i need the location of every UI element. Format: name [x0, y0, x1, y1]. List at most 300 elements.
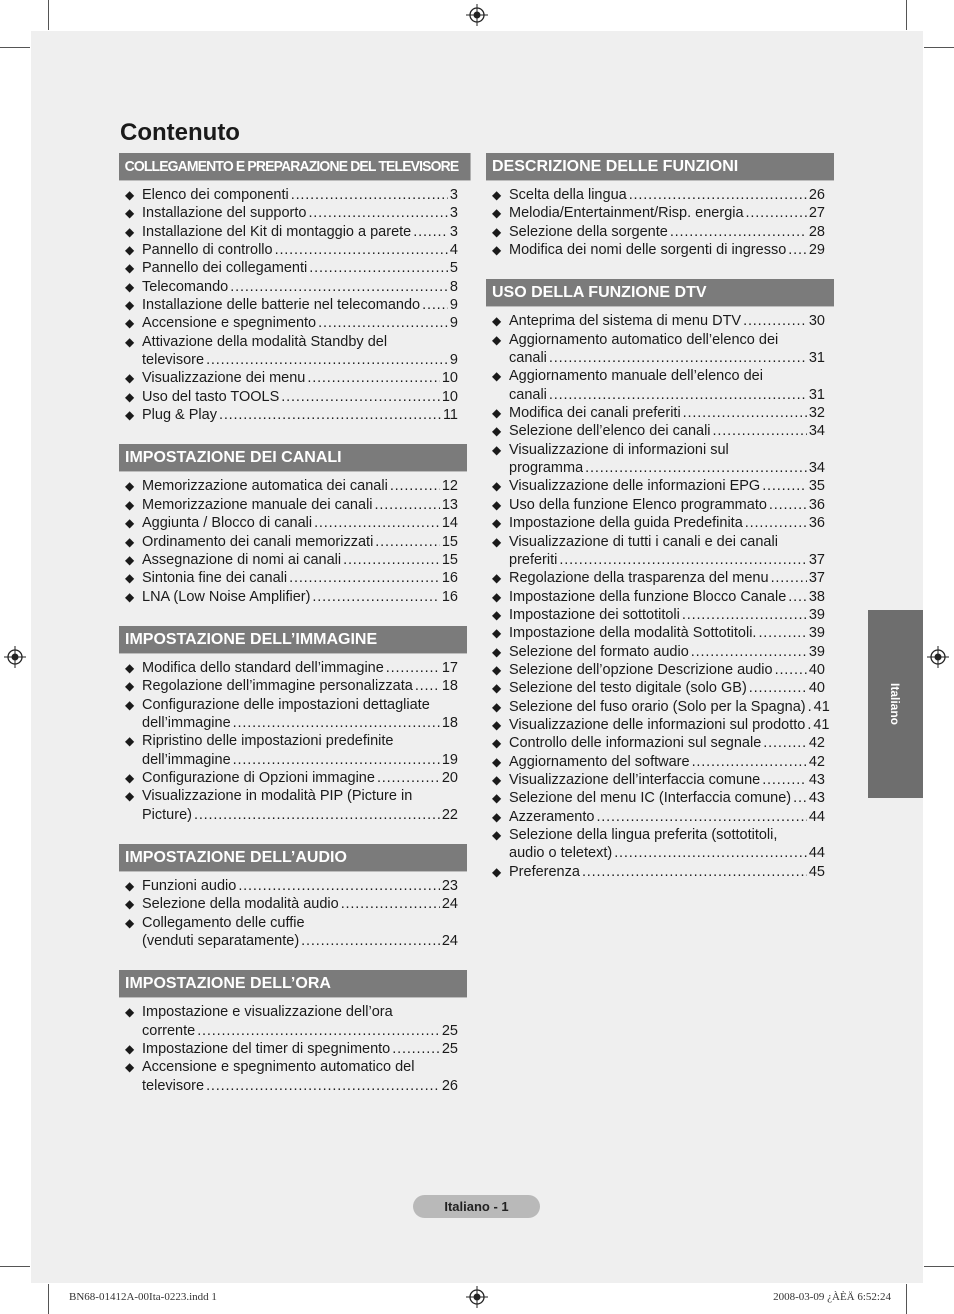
diamond-bullet-icon: ◆: [492, 534, 502, 549]
toc-entry-last-line: [142, 1022, 458, 1040]
toc-entry[interactable]: [492, 679, 825, 697]
diamond-bullet-icon: ◆: [125, 552, 135, 567]
toc-entry-list: [119, 1003, 467, 1095]
toc-entry-text: [142, 296, 458, 314]
diamond-bullet-icon: ◆: [125, 1042, 135, 1057]
toc-entry-text: [509, 496, 825, 514]
toc-entry-last-line: [509, 734, 825, 752]
toc-entry-title: Impostazione della modalità Sottotitoli.: [509, 625, 757, 642]
crop-mark: [0, 1266, 30, 1267]
dot-leader: [808, 698, 812, 716]
toc-entry[interactable]: [125, 895, 458, 913]
page-number: 27: [808, 205, 825, 222]
page-number: 44: [808, 808, 825, 825]
dot-leader: [713, 422, 807, 440]
diamond-bullet-icon: ◆: [492, 626, 502, 641]
page-number: 29: [808, 242, 825, 259]
toc-entry[interactable]: [125, 204, 458, 222]
page-number: 18: [441, 714, 458, 731]
toc-entry-text: [509, 624, 825, 642]
toc-entry-text: [142, 551, 458, 569]
toc-entry-text: [509, 643, 825, 661]
toc-entry-text: [509, 716, 830, 734]
toc-entry-line: Accensione e spegnimento automatico del: [142, 1059, 415, 1076]
dot-leader: [275, 241, 448, 259]
toc-entry-list: [486, 312, 834, 881]
toc-entry-last-line: [509, 223, 825, 241]
toc-entry[interactable]: [492, 533, 825, 570]
diamond-bullet-icon: ◆: [492, 424, 502, 439]
toc-entry-line: Visualizzazione di tutti i canali e dei canali: [509, 533, 778, 550]
toc-entry[interactable]: [125, 1040, 458, 1058]
toc-entry-text: [509, 808, 825, 826]
toc-entry[interactable]: [125, 732, 458, 769]
page-number: 40: [808, 680, 825, 697]
dot-leader: [793, 789, 807, 807]
toc-entry[interactable]: [125, 333, 458, 370]
toc-entry-line: Configurazione delle impostazioni dettagliate: [142, 696, 430, 713]
toc-entry-text: [509, 661, 825, 679]
diamond-bullet-icon: ◆: [125, 261, 135, 276]
toc-entry[interactable]: [125, 696, 458, 733]
toc-entry-title: Installazione delle batterie nel telecomando: [142, 297, 421, 314]
toc-entry-text: [142, 406, 458, 424]
page-title: Contenuto: [120, 119, 240, 146]
crop-mark: [924, 47, 954, 48]
toc-entry[interactable]: [492, 789, 825, 807]
toc-entry-title: Elenco dei componenti: [142, 187, 289, 203]
toc-entry[interactable]: [492, 753, 825, 771]
toc-entry[interactable]: [492, 734, 825, 752]
diamond-bullet-icon: ◆: [125, 479, 135, 494]
dot-leader: [670, 223, 807, 241]
page-number: 13: [441, 496, 458, 513]
toc-entry-text: [142, 333, 458, 370]
toc-entry-title: Selezione del menu IC (Interfaccia comune): [509, 790, 792, 807]
toc-entry-last-line: [509, 716, 830, 734]
dot-leader: [341, 895, 440, 913]
toc-entry[interactable]: [125, 259, 458, 277]
dot-leader: [422, 296, 448, 314]
page-number: 39: [808, 625, 825, 642]
toc-entry-text: [142, 514, 458, 532]
toc-entry-title: Ordinamento dei canali memorizzati: [142, 533, 374, 550]
toc-entry-text: [142, 1040, 458, 1058]
toc-entry-text: [142, 659, 458, 677]
page-number: 25: [441, 1041, 458, 1058]
toc-entry[interactable]: [492, 477, 825, 495]
toc-section: [119, 444, 467, 605]
dot-leader: [762, 771, 807, 789]
toc-entry[interactable]: [492, 496, 825, 514]
toc-entry[interactable]: [492, 606, 825, 624]
diamond-bullet-icon: ◆: [125, 334, 135, 349]
registration-mark-icon: [466, 4, 488, 26]
toc-entry[interactable]: [492, 643, 825, 661]
toc-entry-text: [509, 204, 825, 222]
toc-entry-last-line: [509, 241, 825, 259]
toc-entry-title: Selezione del fuso orario (Solo per la Spagna): [509, 698, 806, 715]
registration-mark-icon: [466, 1286, 488, 1308]
diamond-bullet-icon: ◆: [492, 516, 502, 531]
page-number: 26: [808, 187, 825, 203]
page-number: 37: [808, 570, 825, 587]
diamond-bullet-icon: ◆: [125, 206, 135, 221]
toc-entry-last-line: [509, 606, 825, 624]
diamond-bullet-icon: ◆: [492, 809, 502, 824]
toc-entry[interactable]: [492, 716, 830, 734]
toc-entry-last-line: [142, 677, 458, 695]
toc-entry-last-line: [142, 751, 458, 769]
page-number: 43: [808, 790, 825, 807]
toc-entry-last-line: [142, 932, 458, 950]
crop-mark: [924, 1266, 954, 1267]
page-number: 38: [808, 588, 825, 605]
toc-entry[interactable]: [492, 441, 825, 478]
diamond-bullet-icon: ◆: [125, 770, 135, 785]
page-number: 4: [449, 242, 458, 259]
toc-entry-title: Pannello di controllo: [142, 242, 273, 259]
toc-entry-title: televisore: [142, 352, 205, 369]
toc-entry-last-line: [142, 204, 458, 222]
toc-entry-text: [142, 696, 458, 733]
toc-entry-line: Visualizzazione in modalità PIP (Picture in: [142, 788, 413, 805]
toc-entry[interactable]: [125, 787, 458, 824]
dot-leader: [392, 1040, 440, 1058]
page-number: 34: [808, 423, 825, 440]
page-number-badge: Italiano - 1: [413, 1195, 540, 1218]
toc-entry[interactable]: [125, 588, 458, 606]
toc-entry-title: Aggiunta / Blocco di canali: [142, 515, 313, 532]
toc-entry-last-line: [509, 496, 825, 514]
toc-entry-last-line: [509, 514, 825, 532]
diamond-bullet-icon: ◆: [125, 897, 135, 912]
page-number: 15: [441, 551, 458, 568]
dot-leader: [309, 259, 448, 277]
toc-entry-title: Pannello dei collegamenti: [142, 260, 308, 277]
toc-entry-last-line: [142, 1077, 458, 1095]
toc-entry-title: Visualizzazione dei menu: [142, 370, 306, 387]
toc-entry[interactable]: [125, 877, 458, 895]
toc-entry-last-line: [509, 459, 825, 477]
dot-leader: [308, 204, 447, 222]
toc-entry-text: [142, 533, 458, 551]
dot-leader: [743, 312, 807, 330]
toc-entry[interactable]: [125, 769, 458, 787]
toc-entry-text: [509, 789, 825, 807]
toc-entry-title: Assegnazione di nomi ai canali: [142, 551, 342, 568]
dot-leader: [771, 569, 807, 587]
toc-right-column: [486, 153, 834, 901]
page-number: 31: [808, 386, 825, 403]
toc-entry[interactable]: [492, 569, 825, 587]
section-heading: IMPOSTAZIONE DELL’AUDIO: [119, 844, 467, 872]
toc-entry[interactable]: [492, 367, 825, 404]
toc-entry-text: [509, 771, 825, 789]
page-number: 8: [449, 278, 458, 295]
toc-entry-text: [509, 606, 825, 624]
page-number: 3: [449, 187, 458, 203]
toc-entry[interactable]: [492, 514, 825, 532]
page-number: 3: [449, 205, 458, 222]
toc-entry[interactable]: [125, 406, 458, 424]
page-number: 9: [449, 297, 458, 314]
toc-entry-last-line: [142, 533, 458, 551]
toc-entry-last-line: [509, 349, 825, 367]
toc-entry-text: [509, 422, 825, 440]
dot-leader: [230, 278, 448, 296]
toc-entry[interactable]: [125, 659, 458, 677]
diamond-bullet-icon: ◆: [125, 734, 135, 749]
toc-entry[interactable]: [492, 312, 825, 330]
page-number: 12: [441, 478, 458, 495]
toc-entry[interactable]: [125, 514, 458, 532]
page-number: 39: [808, 643, 825, 660]
toc-entry[interactable]: [125, 477, 458, 495]
diamond-bullet-icon: ◆: [125, 371, 135, 386]
toc-entry[interactable]: [492, 331, 825, 368]
toc-entry-last-line: [142, 806, 458, 824]
diamond-bullet-icon: ◆: [125, 516, 135, 531]
page-number: 31: [808, 350, 825, 367]
toc-entry-last-line: [142, 477, 458, 495]
toc-entry-text: [142, 204, 458, 222]
toc-entry-text: [142, 732, 458, 769]
page-number: 5: [449, 260, 458, 277]
toc-entry-text: [509, 186, 825, 204]
toc-entry[interactable]: [125, 1058, 458, 1095]
dot-leader: [206, 351, 448, 369]
toc-entry-last-line: [509, 477, 825, 495]
toc-entry-text: [509, 734, 825, 752]
toc-entry-list: [119, 877, 467, 950]
toc-entry-title: Controllo delle informazioni sul segnale: [509, 735, 762, 752]
toc-entry-text: [509, 404, 825, 422]
toc-entry-title: programma: [509, 460, 584, 477]
dot-leader: [691, 643, 807, 661]
page-number: 11: [442, 407, 458, 424]
toc-entry-text: [509, 312, 825, 330]
toc-entry-title: Selezione del formato audio: [509, 643, 689, 660]
toc-entry-text: [509, 533, 825, 570]
toc-entry[interactable]: [125, 369, 458, 387]
toc-entry-last-line: [509, 624, 825, 642]
dot-leader: [219, 406, 441, 424]
dot-leader: [194, 806, 440, 824]
toc-entry-text: [142, 223, 458, 241]
toc-entry-title: Melodia/Entertainment/Risp. energia: [509, 205, 744, 222]
toc-entry[interactable]: [492, 624, 825, 642]
toc-entry-last-line: [142, 514, 458, 532]
toc-entry-text: [142, 677, 458, 695]
toc-entry-text: [509, 698, 830, 716]
toc-entry-text: [509, 477, 825, 495]
diamond-bullet-icon: ◆: [125, 389, 135, 404]
dot-leader: [375, 533, 440, 551]
toc-entry-text: [142, 496, 458, 514]
toc-entry-last-line: [142, 186, 458, 204]
toc-entry-last-line: [142, 895, 458, 913]
diamond-bullet-icon: ◆: [125, 679, 135, 694]
toc-entry[interactable]: [125, 551, 458, 569]
toc-entry[interactable]: [492, 588, 825, 606]
dot-leader: [289, 569, 440, 587]
page-number: 25: [441, 1022, 458, 1039]
dot-leader: [683, 404, 807, 422]
toc-entry-title: Selezione dell’elenco dei canali: [509, 423, 711, 440]
toc-entry-title: audio o teletext): [509, 845, 613, 862]
diamond-bullet-icon: ◆: [125, 789, 135, 804]
toc-entry-last-line: [509, 404, 825, 422]
toc-section: [119, 153, 467, 424]
toc-entry-last-line: [509, 808, 825, 826]
page-number: 16: [441, 588, 458, 605]
toc-entry[interactable]: [492, 223, 825, 241]
toc-entry-text: [509, 826, 825, 863]
dot-leader: [769, 496, 807, 514]
toc-entry[interactable]: [492, 771, 825, 789]
diamond-bullet-icon: ◆: [492, 772, 502, 787]
toc-entry-last-line: [142, 769, 458, 787]
toc-entry-title: Selezione del testo digitale (solo GB): [509, 680, 747, 697]
toc-entry-text: [142, 186, 458, 204]
toc-entry[interactable]: [125, 496, 458, 514]
dot-leader: [233, 751, 440, 769]
dot-leader: [629, 186, 807, 204]
dot-leader: [281, 388, 440, 406]
diamond-bullet-icon: ◆: [125, 497, 135, 512]
diamond-bullet-icon: ◆: [125, 316, 135, 331]
page-number: 45: [808, 863, 825, 880]
toc-entry-title: dell’immagine: [142, 714, 231, 731]
toc-entry-title: Azzeramento: [509, 808, 595, 825]
toc-entry-last-line: [509, 204, 825, 222]
toc-entry[interactable]: [492, 661, 825, 679]
section-heading: IMPOSTAZIONE DELL’IMMAGINE: [119, 626, 467, 654]
dot-leader: [377, 769, 440, 787]
page-number: 10: [441, 388, 458, 405]
dot-leader: [197, 1022, 440, 1040]
dot-leader: [596, 808, 806, 826]
toc-entry[interactable]: [125, 914, 458, 951]
toc-entry-title: Picture): [142, 806, 192, 823]
toc-entry-last-line: [509, 312, 825, 330]
toc-entry-title: Modifica dello standard dell’immagine: [142, 659, 384, 676]
toc-entry[interactable]: [125, 278, 458, 296]
toc-entry-title: Modifica dei nomi delle sorgenti di ingresso: [509, 242, 787, 259]
page-number: 20: [441, 769, 458, 786]
toc-entry[interactable]: [492, 808, 825, 826]
dot-leader: [762, 477, 807, 495]
toc-entry-text: [509, 863, 825, 881]
toc-entry[interactable]: [125, 241, 458, 259]
toc-entry[interactable]: [492, 186, 825, 204]
toc-entry[interactable]: [125, 186, 458, 204]
diamond-bullet-icon: ◆: [492, 644, 502, 659]
toc-entry-title: Visualizzazione delle informazioni sul prodotto: [509, 716, 806, 733]
toc-entry-title: corrente: [142, 1022, 196, 1039]
dot-leader: [312, 588, 439, 606]
toc-entry-title: Regolazione dell’immagine personalizzata: [142, 678, 413, 695]
dot-leader: [549, 349, 807, 367]
toc-entry[interactable]: [125, 1003, 458, 1040]
toc-entry-list: [119, 186, 467, 424]
crop-mark: [906, 0, 907, 30]
dot-leader: [788, 241, 807, 259]
toc-entry-line: Visualizzazione di informazioni sul: [509, 441, 729, 458]
diamond-bullet-icon: ◆: [492, 699, 502, 714]
toc-entry[interactable]: [492, 241, 825, 259]
toc-entry[interactable]: [492, 826, 825, 863]
dot-leader: [206, 1077, 440, 1095]
toc-entry[interactable]: [492, 204, 825, 222]
toc-entry-last-line: [142, 223, 458, 241]
dot-leader: [745, 514, 807, 532]
toc-entry[interactable]: [492, 863, 825, 881]
toc-entry-title: Visualizzazione delle informazioni EPG: [509, 478, 761, 495]
dot-leader: [582, 863, 807, 881]
toc-entry-title: Uso della funzione Elenco programmato: [509, 496, 767, 513]
toc-entry[interactable]: [125, 533, 458, 551]
toc-entry-last-line: [509, 863, 825, 881]
toc-entry-title: Plug & Play: [142, 407, 217, 424]
diamond-bullet-icon: ◆: [492, 736, 502, 751]
toc-entry-last-line: [509, 844, 825, 862]
toc-entry[interactable]: [125, 223, 458, 241]
toc-entry-text: [142, 588, 458, 606]
page-number: 40: [808, 661, 825, 678]
page-number: 32: [808, 405, 825, 422]
toc-entry-last-line: [142, 388, 458, 406]
toc-entry[interactable]: [125, 677, 458, 695]
page-number: 37: [808, 551, 825, 568]
crop-mark: [48, 0, 49, 30]
toc-entry-text: [142, 314, 458, 332]
toc-entry-title: Telecomando: [142, 278, 229, 295]
crop-mark: [0, 47, 30, 48]
toc-entry-title: Regolazione della trasparenza del menu: [509, 570, 769, 587]
toc-entry-text: [142, 477, 458, 495]
diamond-bullet-icon: ◆: [492, 332, 502, 347]
toc-entry[interactable]: [125, 569, 458, 587]
toc-entry[interactable]: [125, 296, 458, 314]
toc-entry-last-line: [142, 1040, 458, 1058]
toc-entry[interactable]: [492, 404, 825, 422]
toc-entry-last-line: [509, 422, 825, 440]
diamond-bullet-icon: ◆: [125, 279, 135, 294]
toc-entry-text: [509, 514, 825, 532]
toc-entry-list: [486, 186, 834, 259]
toc-entry[interactable]: [492, 422, 825, 440]
page-number: 18: [441, 678, 458, 695]
toc-entry-text: [509, 588, 825, 606]
toc-entry[interactable]: [492, 698, 830, 716]
dot-leader: [682, 606, 807, 624]
page-number: 43: [808, 771, 825, 788]
toc-entry-text: [142, 388, 458, 406]
toc-section: [119, 970, 467, 1095]
toc-entry[interactable]: [125, 388, 458, 406]
page-number: 26: [441, 1077, 458, 1094]
diamond-bullet-icon: ◆: [125, 243, 135, 258]
toc-entry-last-line: [509, 661, 825, 679]
diamond-bullet-icon: ◆: [125, 589, 135, 604]
toc-entry-text: [142, 787, 458, 824]
toc-entry-title: Impostazione della funzione Blocco Canale: [509, 588, 787, 605]
dot-leader: [413, 223, 448, 241]
page-number: 24: [441, 933, 458, 949]
toc-entry[interactable]: [125, 314, 458, 332]
